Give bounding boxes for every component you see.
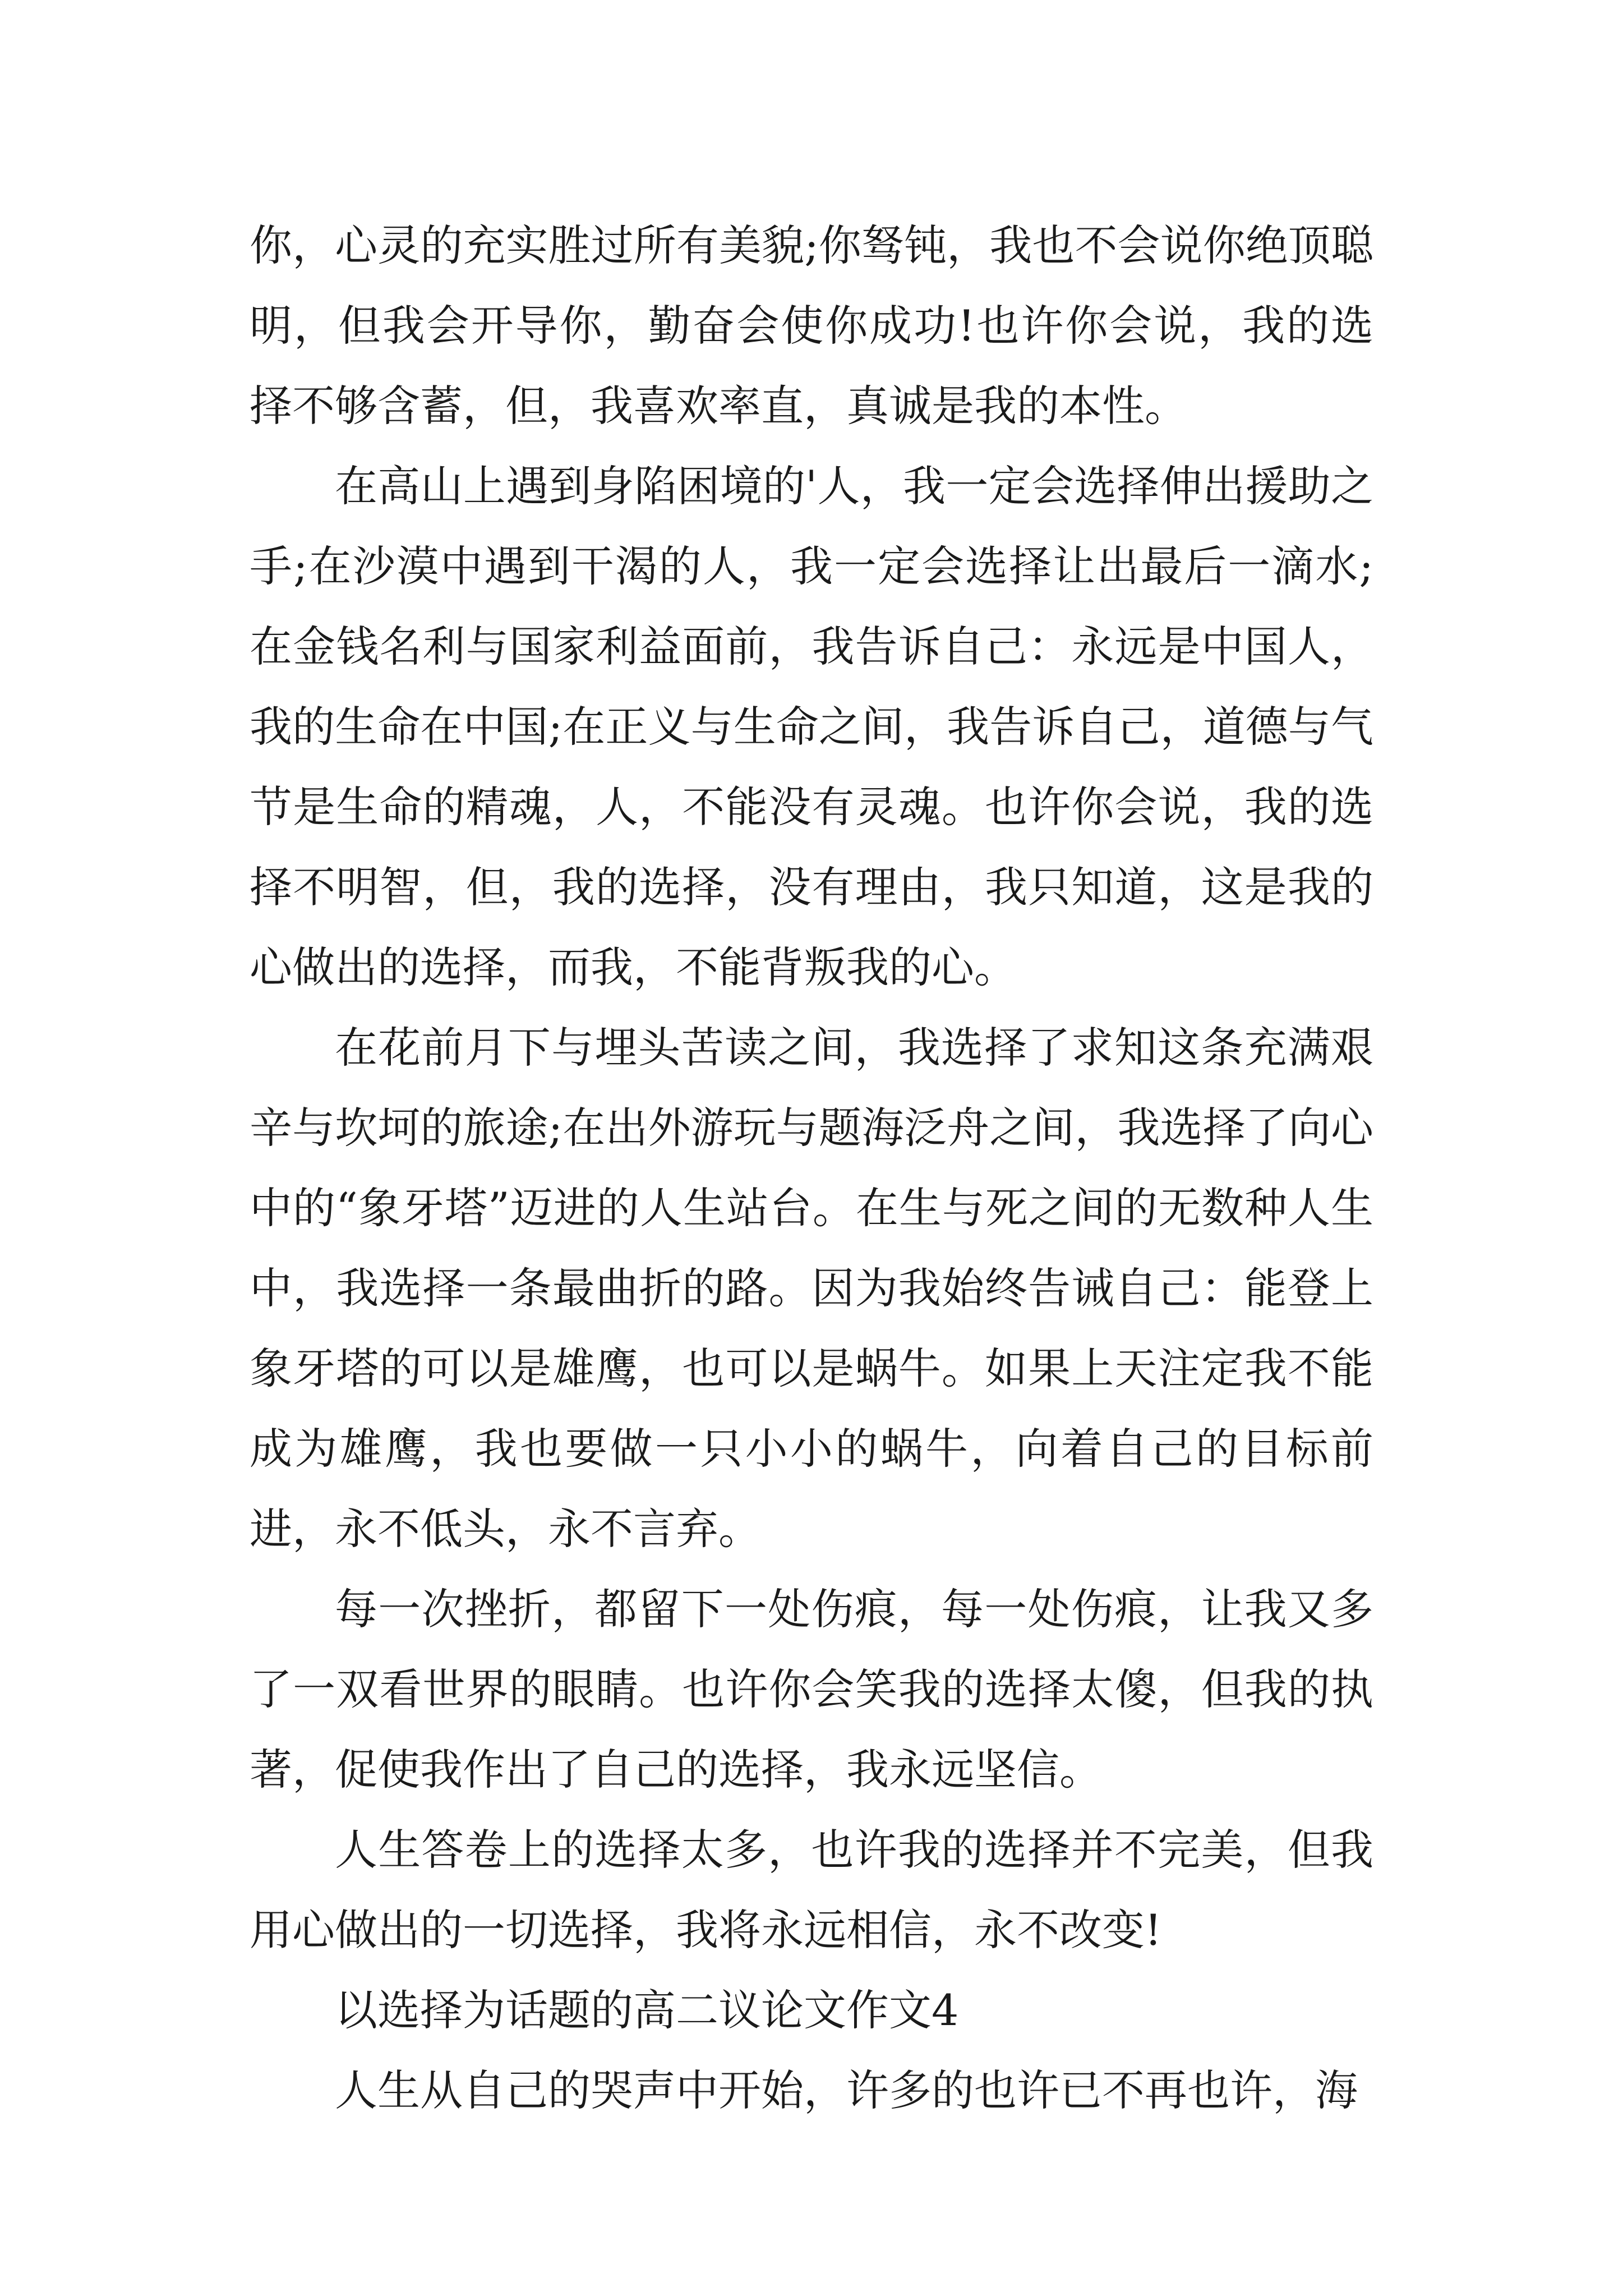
paragraph-new-essay-start: 人生从自己的哭声中开始，许多的也许已不再也许，海 — [335, 2065, 1358, 2115]
paragraph-ivory-tower: 在花前月下与埋头苦读之间，我选择了求知这条充满艰辛与坎坷的旅途;在出外游玩与题海泛舟之间，我选择了向心中的“象牙塔”迈进的人生站台。在生与死之间的无数种人生中，我选择一条最曲折的路。因为我始终告诫自己：能登上象牙塔的可以是雄鹰，也可以是蜗牛。如果上天注定我不能成为雄鹰，我也要做一只小小的蜗牛，向着自己的目标前进，永不低头，永不言弃。 — [250, 1023, 1373, 1554]
paragraph-continued: 你，心灵的充实胜过所有美貌;你驽钝，我也不会说你绝顶聪明，但我会开导你，勤奋会使你成功!也许你会说，我的选择不够含蓄，但，我喜欢率直，真诚是我的本性。 — [250, 220, 1373, 431]
body-text — [250, 205, 1373, 2131]
paragraph-helping-others: 在高山上遇到身陷困境的'人，我一定会选择伸出援助之手;在沙漠中遇到干渴的人，我一定会选择让出最后一滴水;在金钱名利与国家利益面前，我告诉自己：永远是中国人，我的生命在中国;在正义与生命之间，我告诉自己，道德与气节是生命的精魂，人，不能没有灵魂。也许你会说，我的选择不明智，但，我的选择，没有理由，我只知道，这是我的心做出的选择，而我，不能背叛我的心。 — [250, 461, 1373, 992]
paragraph-conclusion: 人生答卷上的选择太多，也许我的选择并不完美，但我用心做出的一切选择，我将永远相信，永不改变! — [250, 1825, 1373, 1955]
essay-heading: 以选择为话题的高二议论文作文4 — [335, 1985, 959, 2035]
paragraph-setbacks: 每一次挫折，都留下一处伤痕，每一处伤痕，让我又多了一双看世界的眼睛。也许你会笑我的选择太傻，但我的执著，促使我作出了自己的选择，我永远坚信。 — [250, 1584, 1373, 1795]
